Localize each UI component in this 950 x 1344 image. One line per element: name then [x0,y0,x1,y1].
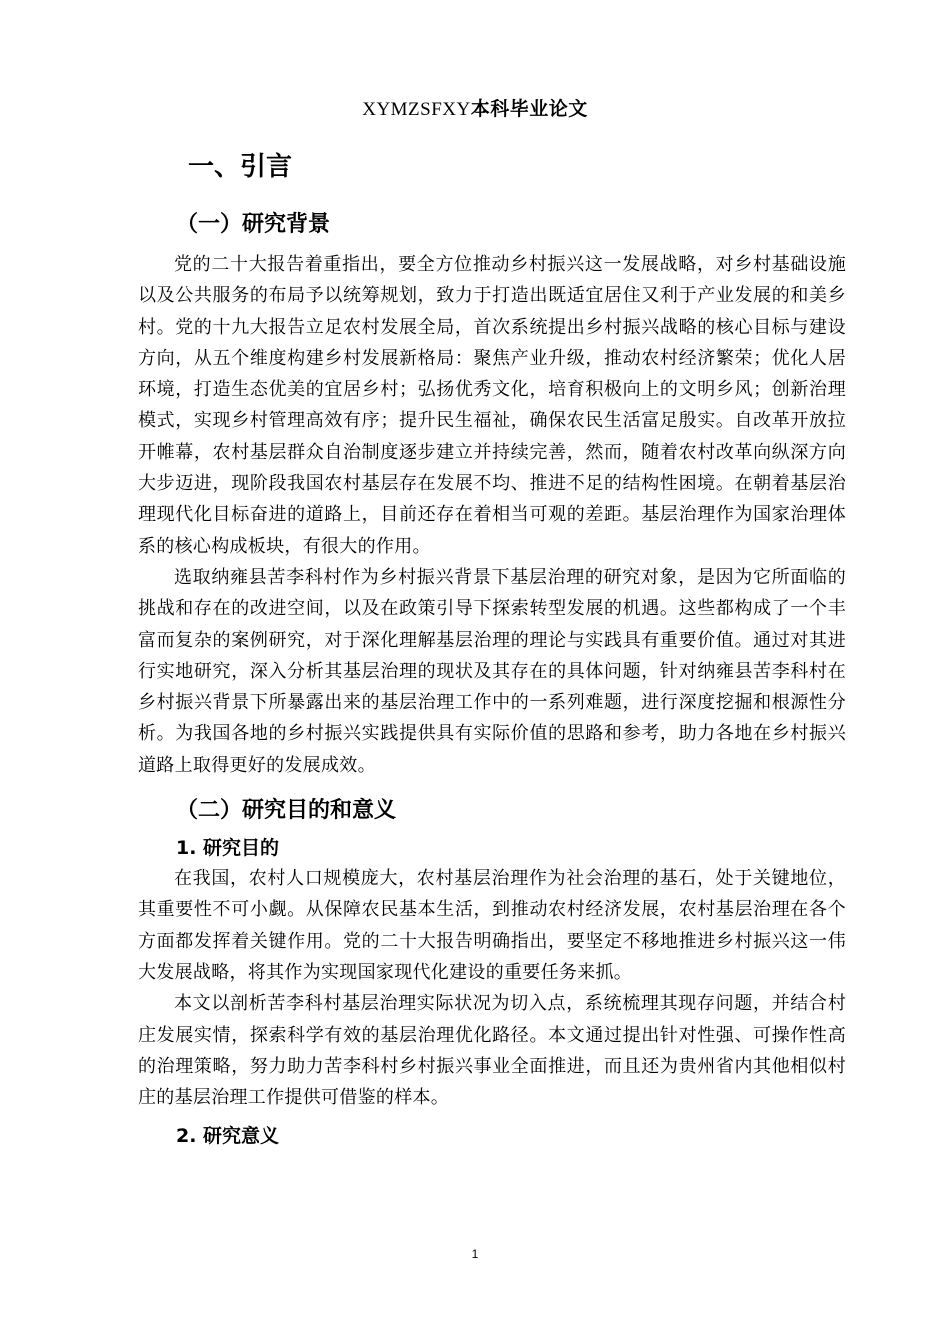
chapter-title: 一、引言 [188,152,293,182]
paragraph: 党的二十大报告着重指出，要全方位推动乡村振兴这一发展战略，对乡村基础设施以及公共服务的布局予以统筹规划，致力于打造出既适宜居住又利于产业发展的和美乡村。党的十九大报告立足农村发展全局，首次系统提出乡村振兴战略的核心目标与建设方向，从五个维度构建乡村发展新格局：聚焦产业升级，推动农村经济繁荣；优化人居环境，打造生态优美的宜居乡村；弘扬优秀文化，培育积极向上的文明乡风；创新治理模式，实现乡村管理高效有序；提升民生福祉，确保农民生活富足殷实。自改革开放拉开帷幕，农村基层群众自治制度逐步建立并持续完善，然而，随着农村改革向纵深方向大步迈进，现阶段我国农村基层存在发展不均、推进不足的结构性困境。在朝着基层治理现代化目标奋进的道路上，目前还存在着相当可观的差距。基层治理作为国家治理体系的核心构成板块，有很大的作用。 [138,254,846,557]
subsection-title-significance: 2. 研究意义 [176,1125,280,1148]
paragraph: 在我国，农村人口规模庞大，农村基层治理作为社会治理的基石，处于关键地位，其重要性不可小觑。从保障农民基本生活，到推动农村经济发展，农村基层治理在各个方面都发挥着关键作用。党的二十大报告明确指出，要坚定不移地推进乡村振兴这一伟大发展战略，将其作为实现国家现代化建设的重要任务来抓。 [138,868,846,983]
section-title-background: （一）研究背景 [176,212,331,237]
header-title: 本科毕业论文 [470,98,588,120]
running-header [0,94,950,121]
header-code: XYMZSFXY [362,99,471,120]
paragraph: 本文以剖析苦李科村基层治理实际状况为切入点，系统梳理其现存问题，并结合村庄发展实情，探索科学有效的基层治理优化路径。本文通过提出针对性强、可操作性高的治理策略，努力助力苦李科村乡村振兴事业全面推进，而且还为贵州省内其他相似村庄的基层治理工作提供可借鉴的样本。 [138,993,846,1109]
paragraph: 选取纳雍县苦李科村作为乡村振兴背景下基层治理的研究对象，是因为它所面临的挑战和存在的改进空间，以及在政策引导下探索转型发展的机遇。这些都构成了一个丰富而复杂的案例研究，对于深化理解基层治理的理论与实践具有重要价值。通过对其进行实地研究，深入分析其基层治理的现状及其存在的具体问题，针对纳雍县苦李科村在乡村振兴背景下所暴露出来的基层治理工作中的一系列难题，进行深度挖掘和根源性分析。为我国各地的乡村振兴实践提供具有实际价值的思路和参考，助力各地在乡村振兴道路上取得更好的发展成效。 [138,566,846,776]
subsection-title-purpose: 1. 研究目的 [176,837,280,860]
page-number: 1 [471,1247,479,1261]
section-title-purpose-significance: （二）研究目的和意义 [176,798,397,824]
main-content [138,140,846,1151]
